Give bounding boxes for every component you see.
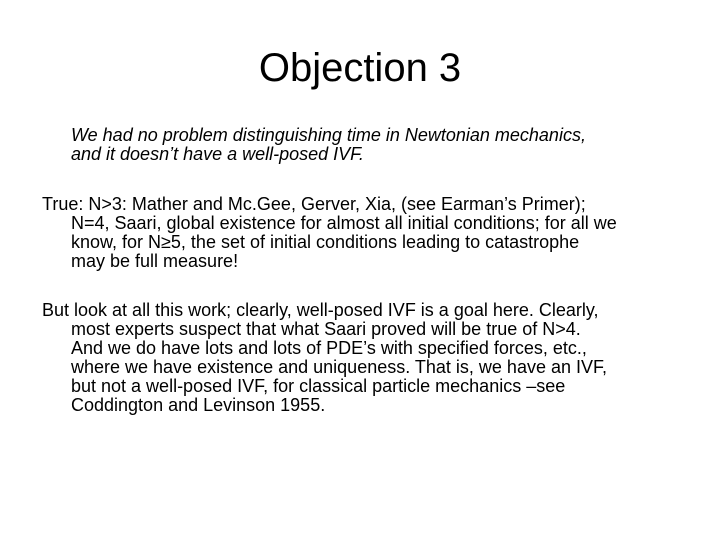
response-paragraph-1 bbox=[42, 195, 692, 271]
paragraph-line: most experts suspect that what Saari proved will be true of N>4. bbox=[71, 319, 581, 339]
quote-line: We had no problem distinguishing time in Newtonian mechanics, bbox=[71, 125, 586, 145]
paragraph-line: Coddington and Levinson 1955. bbox=[71, 395, 326, 415]
paragraph-line: but not a well-posed IVF, for classical particle mechanics –see bbox=[71, 376, 566, 396]
paragraph-line: But look at all this work; clearly, well-posed IVF is a goal here. Clearly, bbox=[42, 300, 599, 320]
paragraph-line: where we have existence and uniqueness. That is, we have an IVF, bbox=[71, 357, 607, 377]
paragraph-line: know, for N≥5, the set of initial conditions leading to catastrophe bbox=[71, 232, 580, 252]
response-paragraph-2 bbox=[42, 301, 692, 415]
objection-quote bbox=[71, 126, 681, 164]
quote-line: and it doesn’t have a well-posed IVF. bbox=[71, 144, 364, 164]
paragraph-line: And we do have lots and lots of PDE’s with specified forces, etc., bbox=[71, 338, 587, 358]
paragraph-line: may be full measure! bbox=[71, 251, 239, 271]
slide-title: Objection 3 bbox=[258, 46, 462, 90]
paragraph-line: N=4, Saari, global existence for almost all initial conditions; for all we bbox=[71, 213, 617, 233]
paragraph-line: True: N>3: Mather and Mc.Gee, Gerver, Xia, (see Earman’s Primer); bbox=[42, 194, 586, 214]
